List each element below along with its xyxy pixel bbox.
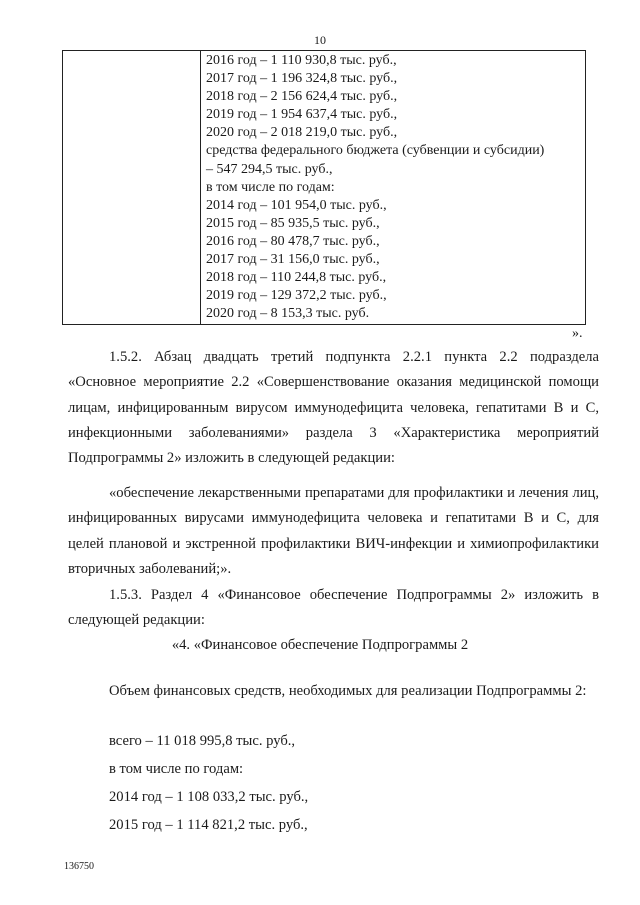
financing-table bbox=[62, 50, 586, 325]
table-line: 2016 год – 1 110 930,8 тыс. руб., bbox=[206, 53, 397, 68]
table-line: 2018 год – 2 156 624,4 тыс. руб., bbox=[206, 89, 398, 105]
page-number: 10 bbox=[314, 33, 326, 47]
table-line: 2018 год – 110 244,8 тыс. руб., bbox=[206, 270, 387, 286]
closing-quote: ». bbox=[572, 326, 583, 341]
section-heading: «4. «Финансовое обеспечение Подпрограммы 2 bbox=[171, 637, 469, 653]
total-line: всего – 11 018 995,8 тыс. руб., bbox=[109, 733, 296, 749]
table-line: 2019 год – 1 954 637,4 тыс. руб., bbox=[206, 107, 398, 123]
paragraph-text: 1.5.2. Абзац двадцать третий подпункта 2.2.1 пункта 2.2 подраздела «Основное мероприятие 2.2 «Совершенствование оказания медицинской помощи лицам, инфицированным вирусом иммунодефицита человека, гепатитами В и С, инфекционными заболеваниями» раздела 3 «Характеристика мероприятий Подпрограммы 2» изложить в следующей редакции: bbox=[68, 349, 599, 467]
paragraph-text: 1.5.3. Раздел 4 «Финансовое обеспечение Подпрограммы 2» изложить в следующей редакции: bbox=[68, 587, 599, 629]
table-line: 2017 год – 31 156,0 тыс. руб., bbox=[206, 252, 380, 268]
table-cell-values bbox=[206, 52, 579, 323]
table-line: 2020 год – 2 018 219,0 тыс. руб., bbox=[206, 125, 398, 141]
quoted-paragraph bbox=[68, 481, 599, 582]
table-line: – 547 294,5 тыс. руб., bbox=[206, 161, 333, 177]
document-code: 136750 bbox=[64, 861, 94, 872]
paragraph-1-5-2 bbox=[68, 345, 599, 471]
by-years-line: в том числе по годам: bbox=[109, 761, 244, 777]
paragraph-1-5-3 bbox=[68, 583, 599, 634]
table-line: 2014 год – 101 954,0 тыс. руб., bbox=[206, 197, 387, 213]
paragraph-volume bbox=[68, 675, 599, 708]
table-line: средства федерального бюджета (субвенции и субсидии) bbox=[206, 143, 545, 159]
year-2015-line: 2015 год – 1 114 821,2 тыс. руб., bbox=[109, 817, 308, 833]
table-line: в том числе по годам: bbox=[206, 179, 335, 195]
paragraph-text: Объем финансовых средств, необходимых для реализации Подпрограммы 2: bbox=[109, 683, 587, 699]
year-2014-line: 2014 год – 1 108 033,2 тыс. руб., bbox=[109, 789, 309, 805]
table-line: 2015 год – 85 935,5 тыс. руб., bbox=[206, 215, 380, 231]
table-line: 2016 год – 80 478,7 тыс. руб., bbox=[206, 233, 380, 249]
paragraph-text: «обеспечение лекарственными препаратами для профилактики и лечения лиц, инфицированных вирусами иммунодефицита человека и гепатитами В и С, для целей плановой и экстренной профилактики ВИЧ-инфекции и химиопрофилактики вторичных заболеваний;». bbox=[68, 485, 599, 577]
table-line: 2020 год – 8 153,3 тыс. руб. bbox=[206, 306, 370, 322]
table-line: 2019 год – 129 372,2 тыс. руб., bbox=[206, 288, 387, 304]
table-column-divider bbox=[200, 51, 201, 324]
table-line: 2017 год – 1 196 324,8 тыс. руб., bbox=[206, 71, 398, 87]
